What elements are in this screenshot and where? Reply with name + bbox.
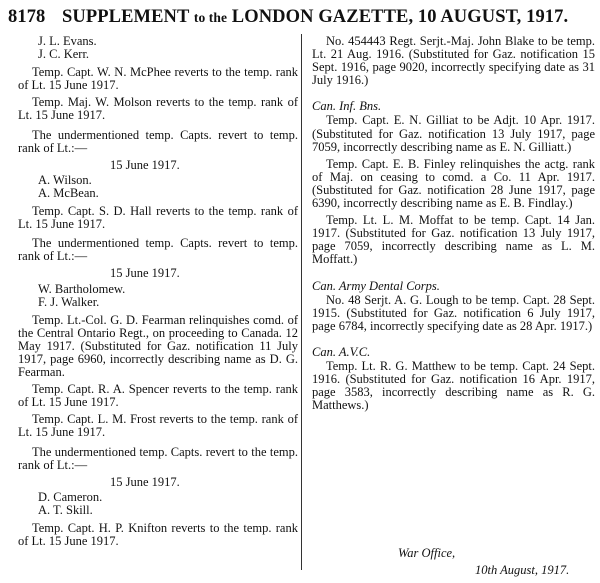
notice-paragraph: Temp. Capt. W. N. McPhee reverts to the temp. rank of Lt. 15 June 1917.: [18, 65, 298, 93]
notice-date: 15 June 1917.: [110, 474, 180, 489]
column-divider: [301, 34, 302, 570]
notice-paragraph: Temp. Capt. R. A. Spencer reverts to the temp. rank of Lt. 15 June 1917.: [18, 382, 298, 410]
notice-paragraph: The undermentioned temp. Capts. revert to temp. rank of Lt.:—: [18, 127, 298, 155]
signature-date: 10th August, 1917.: [475, 563, 570, 577]
notice-paragraph: Temp. Maj. W. Molson reverts to the temp. rank of Lt. 15 June 1917.: [18, 95, 298, 123]
name-entry: A. McBean.: [38, 185, 99, 200]
notice-paragraph: Temp. Capt. L. M. Frost reverts to the temp. rank of Lt. 15 June 1917.: [18, 412, 298, 440]
name-entry: F. J. Walker.: [38, 294, 100, 309]
header-gazette-date: LONDON GAZETTE, 10 AUGUST, 1917.: [231, 7, 569, 27]
left-column: [18, 35, 298, 552]
notice-paragraph: Temp. Lt. R. G. Matthew to be temp. Capt. 24 Sept. 1916. (Substituted for Gaz. notification 16 Apr. 1917, page 3583, incorrectly describing name as R. G. Matthews.): [312, 358, 595, 413]
notice-paragraph: Temp. Lt. L. M. Moffat to be temp. Capt. 14 Jan. 1917. (Substituted for Gaz. notification 13 July 1917, page 7059, incorrectly describing name as L. M. Moffatt.): [312, 213, 595, 267]
notice-date: 15 June 1917.: [110, 266, 180, 281]
notice-paragraph: No. 454443 Regt. Serjt.-Maj. John Blake to be temp. Lt. 21 Aug. 1916. (Substituted for Gaz. notification 15 Sept. 1916, page 9020, incorrectly specifying date as 31 July 1916.): [312, 34, 595, 88]
name-entry: D. Cameron.: [38, 489, 103, 504]
page-number: 8178: [8, 7, 46, 27]
notice-paragraph: Temp. Capt. H. P. Knifton reverts to the temp. rank of Lt. 15 June 1917.: [18, 521, 298, 549]
name-entry: A. Wilson.: [38, 172, 92, 187]
notice-paragraph: The undermentioned temp. Capts. revert to the temp. rank of Lt.:—: [18, 444, 298, 472]
header-supplement: SUPPLEMENT: [62, 7, 190, 27]
notice-paragraph: No. 48 Serjt. A. G. Lough to be temp. Capt. 28 Sept. 1915. (Substituted for Gaz. notification 6 July 1917, page 6784, incorrectly specifying date as 28 Apr. 1917.): [312, 292, 595, 333]
notice-paragraph: Temp. Lt.-Col. G. D. Fearman relinquishes comd. of the Central Ontario Regt., on proceeding to Canada. 12 May 1917. (Substituted for Gaz. notification 11 July 1917, page 6960, incorrectly describing name as D. G. Fearman.: [18, 312, 298, 380]
section-heading: Can. Inf. Bns.: [312, 99, 382, 114]
name-entry: J. C. Kerr.: [38, 47, 90, 62]
section-heading: Can. Army Dental Corps.: [312, 278, 440, 293]
signature-office: War Office,: [398, 546, 456, 560]
notice-paragraph: The undermentioned temp. Capts. revert to temp. rank of Lt.:—: [18, 236, 298, 264]
page-header: [8, 7, 592, 33]
right-column: [312, 35, 595, 416]
name-entry: W. Bartholomew.: [38, 281, 126, 296]
name-entry: J. L. Evans.: [38, 34, 97, 48]
name-entry: A. T. Skill.: [38, 502, 93, 517]
notice-paragraph: Temp. Capt. E. B. Finley relinquishes the actg. rank of Maj. on ceasing to comd. a Co. 11 Apr. 1917. (Substituted for Gaz. notification 28 June 1917, page 6390, incorrectly describing name as E. B. Findlay.): [312, 156, 595, 211]
notice-date: 15 June 1917.: [110, 157, 180, 172]
notice-paragraph: Temp. Capt. E. N. Gilliat to be Adjt. 10 Apr. 1917. (Substituted for Gaz. notification 13 July 1917, page 7059, incorrectly describing name as E. N. Gilliatt.): [312, 113, 595, 154]
header-to-the: to the: [193, 10, 228, 25]
section-heading: Can. A.V.C.: [312, 344, 371, 359]
notice-paragraph: Temp. Capt. S. D. Hall reverts to the temp. rank of Lt. 15 June 1917.: [18, 204, 298, 232]
